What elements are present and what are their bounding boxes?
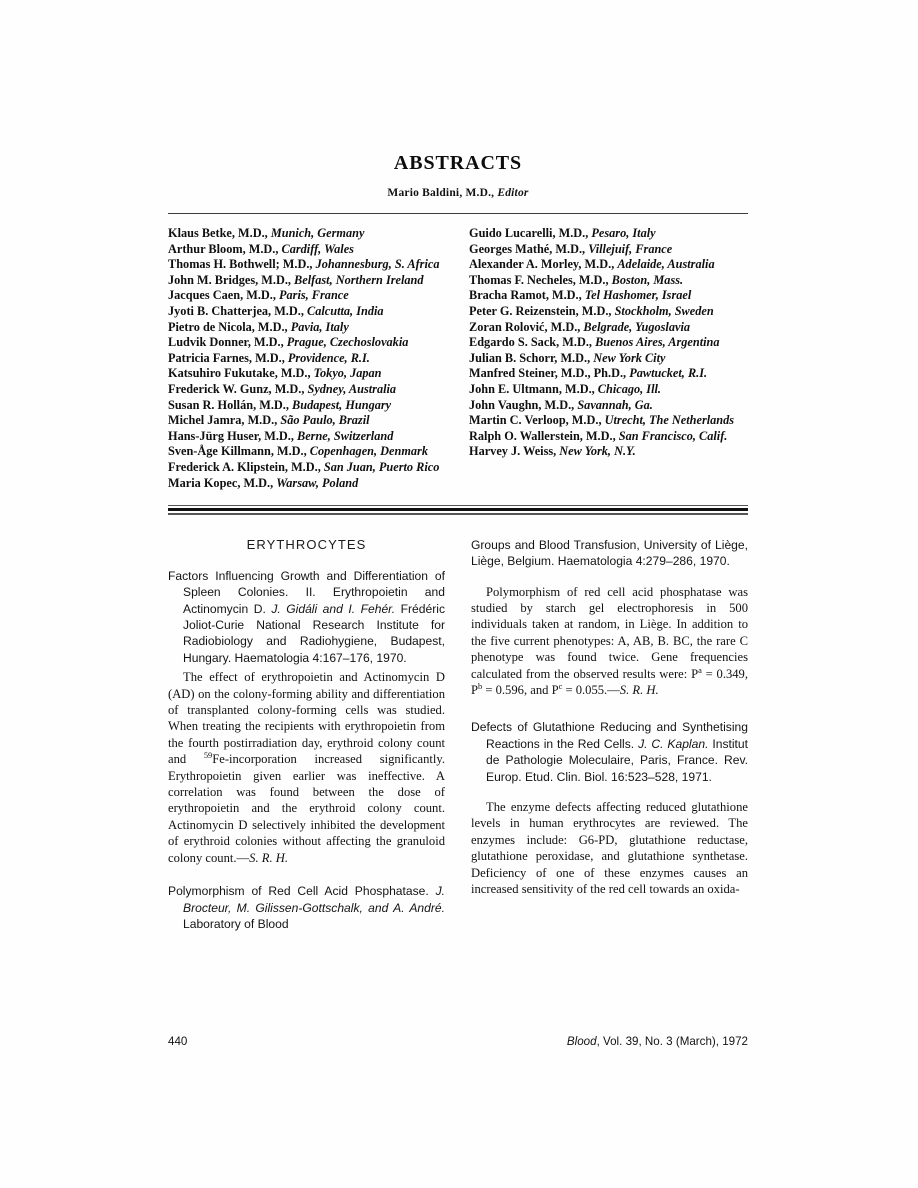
board-member-name: Harvey J. Weiss,: [469, 444, 560, 459]
board-member-name: John M. Bridges, M.D.,: [168, 272, 295, 287]
board-member-name: Arthur Bloom, M.D.,: [168, 241, 282, 256]
board-member-name: Frederick W. Gunz, M.D.,: [168, 381, 308, 396]
page-content: [168, 152, 748, 935]
abstract-column-left: [168, 537, 445, 936]
board-member-name: Peter G. Reizenstein, M.D.,: [469, 303, 615, 318]
abstract-column-right: [471, 537, 748, 936]
board-member-name: Georges Mathé, M.D.,: [469, 241, 589, 256]
board-member-location: Pawtucket, R.I.: [629, 366, 708, 381]
board-member: [469, 413, 748, 429]
board-member: [469, 273, 748, 289]
editor-name: Mario Baldini, M.D.,: [387, 187, 495, 199]
board-member-location: Pavia, Italy: [290, 319, 349, 334]
board-member: [168, 273, 447, 289]
board-member-location: Savannah, Ga.: [577, 397, 653, 412]
board-member: [168, 398, 447, 414]
board-member: [168, 382, 447, 398]
board-member-name: Frederick A. Klipstein, M.D.,: [168, 459, 324, 474]
board-member-name: Susan R. Hollán, M.D.,: [168, 397, 293, 412]
board-member: [168, 413, 447, 429]
board-column-right: [469, 226, 748, 491]
board-member-location: Tokyo, Japan: [313, 366, 382, 381]
journal-volume-issue: , Vol. 39, No. 3 (March), 1972: [596, 1035, 748, 1048]
abstract-title-acid-phosphatase: [168, 883, 445, 932]
board-member: [469, 444, 748, 460]
board-member: [469, 398, 748, 414]
board-member-name: Pietro de Nicola, M.D.,: [168, 319, 291, 334]
board-member: [469, 320, 748, 336]
section-divider: [168, 505, 748, 515]
board-member-name: Manfred Steiner, M.D., Ph.D.,: [469, 366, 630, 381]
abstract-affiliation: Institut de Pathologie Moleculaire, Paris, France. Rev. Europ. Etud. Clin. Biol. 16:523–528, 1971.: [486, 736, 748, 784]
allele-a-superscript: a: [698, 665, 702, 675]
board-member-name: Ralph O. Wallerstein, M.D.,: [469, 428, 619, 443]
board-member-name: Jacques Caen, M.D.,: [168, 288, 280, 303]
board-member: [469, 382, 748, 398]
abstract-title-glutathione-defects: [471, 719, 748, 785]
board-member: [168, 335, 447, 351]
abstract-title-text: Polymorphism of Red Cell Acid Phosphatase.: [168, 884, 436, 899]
board-member-location: Boston, Mass.: [611, 272, 684, 287]
journal-citation: [567, 1035, 748, 1048]
abstract-title-spleen-colonies: [168, 568, 445, 666]
board-member-name: Michel Jamra, M.D.,: [168, 413, 281, 428]
board-member-location: São Paulo, Brazil: [280, 413, 370, 428]
abstract-affiliation: Laboratory of Blood: [183, 916, 289, 931]
journal-name: Blood: [566, 1035, 597, 1048]
abstract-body-part: = 0.055.—: [562, 683, 620, 698]
board-member-location: Adelaide, Australia: [617, 257, 715, 272]
board-member-name: Hans-Jürg Huser, M.D.,: [168, 428, 298, 443]
board-member-location: Belgrade, Yugoslavia: [583, 319, 691, 334]
board-member-location: San Juan, Puerto Rico: [323, 459, 440, 474]
board-member: [168, 242, 447, 258]
board-member-name: Ludvik Donner, M.D.,: [168, 335, 287, 350]
board-member: [469, 242, 748, 258]
editor-line: [168, 187, 748, 199]
page-title: ABSTRACTS: [393, 152, 523, 174]
board-member-location: Villejuif, France: [588, 241, 673, 256]
abstract-columns: [168, 537, 748, 936]
board-member-name: John Vaughn, M.D.,: [469, 397, 578, 412]
abstract-body-acid-phosphatase: [471, 584, 748, 699]
abstract-body-glutathione-defects: The enzyme defects affecting reduced glutathione levels in human erythrocytes are reviewed. The enzymes include: G6-PD, glutathione reductase, glutathione peroxidase, and glutathione synthetase. Deficiency of one of these enzymes causes an increased sensitivity of the red cell towards an oxida-: [471, 800, 748, 897]
board-member: [469, 335, 748, 351]
board-member-location: Berne, Switzerland: [297, 428, 394, 443]
board-member: [168, 460, 447, 476]
board-member-location: Utrecht, The Netherlands: [604, 413, 735, 428]
board-member-location: New York City: [593, 350, 666, 365]
board-member: [168, 320, 447, 336]
board-member: [469, 304, 748, 320]
abstract-affiliation: Frédéric Joliot-Curie National Research Institute for Radiobiology and Radiohygiene, Budapest, Hungary. Haematologia 4:167–176, 1970.: [183, 601, 445, 665]
board-member-location: Prague, Czechoslovakia: [286, 335, 409, 350]
abstract-body-part: = 0.349, P: [471, 666, 749, 698]
board-member: [168, 257, 447, 273]
abstract-body-spleen-colonies: [168, 669, 445, 866]
board-member-location: Stockholm, Sweden: [614, 303, 714, 318]
masthead-divider: [168, 213, 748, 214]
abstractor-initials: S. R. H.: [619, 683, 659, 698]
abstract-authors: J. Brocteur, M. Gilissen-Gottschalk, and A. André.: [183, 884, 445, 915]
board-member: [168, 226, 447, 242]
board-member-location: Sydney, Australia: [307, 381, 397, 396]
board-member-location: Tel Hashomer, Israel: [584, 288, 692, 303]
page-number: 440: [168, 1035, 188, 1048]
abstract-title-text: Defects of Glutathione Reducing and Synthetising Reactions in the Red Cells.: [471, 720, 748, 751]
board-member-name: Zoran Rolović, M.D.,: [469, 319, 584, 334]
allele-b-superscript: b: [478, 681, 483, 691]
board-member-location: Providence, R.I.: [287, 350, 370, 365]
board-member: [168, 429, 447, 445]
abstract-body-part: Fe-incorporation increased significantly. Erythropoietin given earlier was ineffective. A correlation was found between the dose of erythropoietin and the erythroid colony count. Actinomycin D selectively inhibited the development of erythroid colonies without affecting the granuloid colony count.—: [168, 752, 445, 865]
board-member: [168, 444, 447, 460]
board-member-location: Johannesburg, S. Africa: [315, 257, 440, 272]
board-member-name: Maria Kopec, M.D.,: [168, 475, 277, 490]
board-member-location: Copenhagen, Denmark: [309, 444, 428, 459]
abstract-title-text: Factors Influencing Growth and Differentiation of Spleen Colonies. II. Erythropoietin and Actinomycin D.: [168, 568, 445, 616]
board-member-name: Martin C. Verloop, M.D.,: [469, 413, 605, 428]
board-member: [469, 351, 748, 367]
board-member: [168, 288, 447, 304]
board-member-location: Buenos Aires, Argentina: [595, 335, 720, 350]
abstract-affiliation-continued: Groups and Blood Transfusion, University of Liège, Liège, Belgium. Haematologia 4:279–286, 1970.: [471, 537, 748, 569]
editorial-board: [168, 226, 748, 491]
board-member-name: Katsuhiro Fukutake, M.D.,: [168, 366, 314, 381]
board-member: [469, 366, 748, 382]
board-member-location: Cardiff, Wales: [281, 241, 354, 256]
board-member-location: Warsaw, Poland: [276, 475, 359, 490]
board-member-name: Bracha Ramot, M.D.,: [469, 288, 585, 303]
board-member-location: Paris, France: [279, 288, 349, 303]
board-member: [168, 476, 447, 492]
allele-c-superscript: c: [558, 681, 563, 691]
section-heading: ERYTHROCYTES: [246, 536, 367, 552]
editor-role: Editor: [497, 187, 529, 199]
abstract-body-part: = 0.596, and P: [482, 683, 559, 698]
board-member: [168, 304, 447, 320]
isotope-superscript: 59: [203, 751, 213, 761]
board-member-location: San Francisco, Calif.: [618, 428, 728, 443]
board-member-name: Thomas H. Bothwell; M.D.,: [168, 257, 316, 272]
board-member-name: Edgardo S. Sack, M.D.,: [469, 335, 596, 350]
board-member: [168, 351, 447, 367]
board-member: [469, 429, 748, 445]
abstractor-initials: S. R. H.: [249, 850, 288, 865]
abstract-body-part: The effect of erythropoietin and Actinomycin D (AD) on the colony-forming ability and differentiation of transplanted colony-forming cells was studied. When treating the recipients with erythropoietin from the fourth postirradiation day, erythroid colony count and: [168, 670, 445, 767]
board-member-location: Calcutta, India: [307, 303, 384, 318]
board-member-location: Chicago, Ill.: [597, 381, 661, 396]
board-column-left: [168, 226, 447, 491]
board-member-location: New York, N.Y.: [559, 444, 636, 459]
board-member-location: Belfast, Northern Ireland: [294, 272, 424, 287]
board-member-name: Alexander A. Morley, M.D.,: [469, 257, 618, 272]
board-member-name: Sven-Åge Killmann, M.D.,: [168, 444, 310, 459]
board-member-name: Jyoti B. Chatterjea, M.D.,: [168, 303, 307, 318]
abstract-authors: J. C. Kaplan.: [638, 736, 709, 751]
board-member: [469, 288, 748, 304]
board-member-location: Budapest, Hungary: [292, 397, 392, 412]
board-member-name: John E. Ultmann, M.D.,: [469, 381, 598, 396]
abstract-authors: J. Gidáli and I. Fehér.: [271, 601, 396, 616]
page-footer: [168, 1035, 748, 1048]
board-member: [469, 226, 748, 242]
board-member: [469, 257, 748, 273]
abstract-body-part: Polymorphism of red cell acid phosphatase was studied by starch gel electrophoresis in 500 individuals taken at random, in Liège. In addition to the five current phenotypes: A, AB, B. BC, the rare C phenotype was found twice. Gene frequencies calculated from the observed results were: P: [471, 584, 748, 681]
board-member-name: Thomas F. Necheles, M.D.,: [469, 272, 612, 287]
board-member: [168, 366, 447, 382]
board-member-name: Guido Lucarelli, M.D.,: [469, 226, 592, 240]
board-member-name: Julian B. Schorr, M.D.,: [469, 350, 594, 365]
board-member-location: Munich, Germany: [270, 226, 365, 240]
board-member-name: Klaus Betke, M.D.,: [168, 226, 271, 240]
board-member-name: Patricia Farnes, M.D.,: [168, 350, 288, 365]
board-member-location: Pesaro, Italy: [591, 226, 656, 240]
